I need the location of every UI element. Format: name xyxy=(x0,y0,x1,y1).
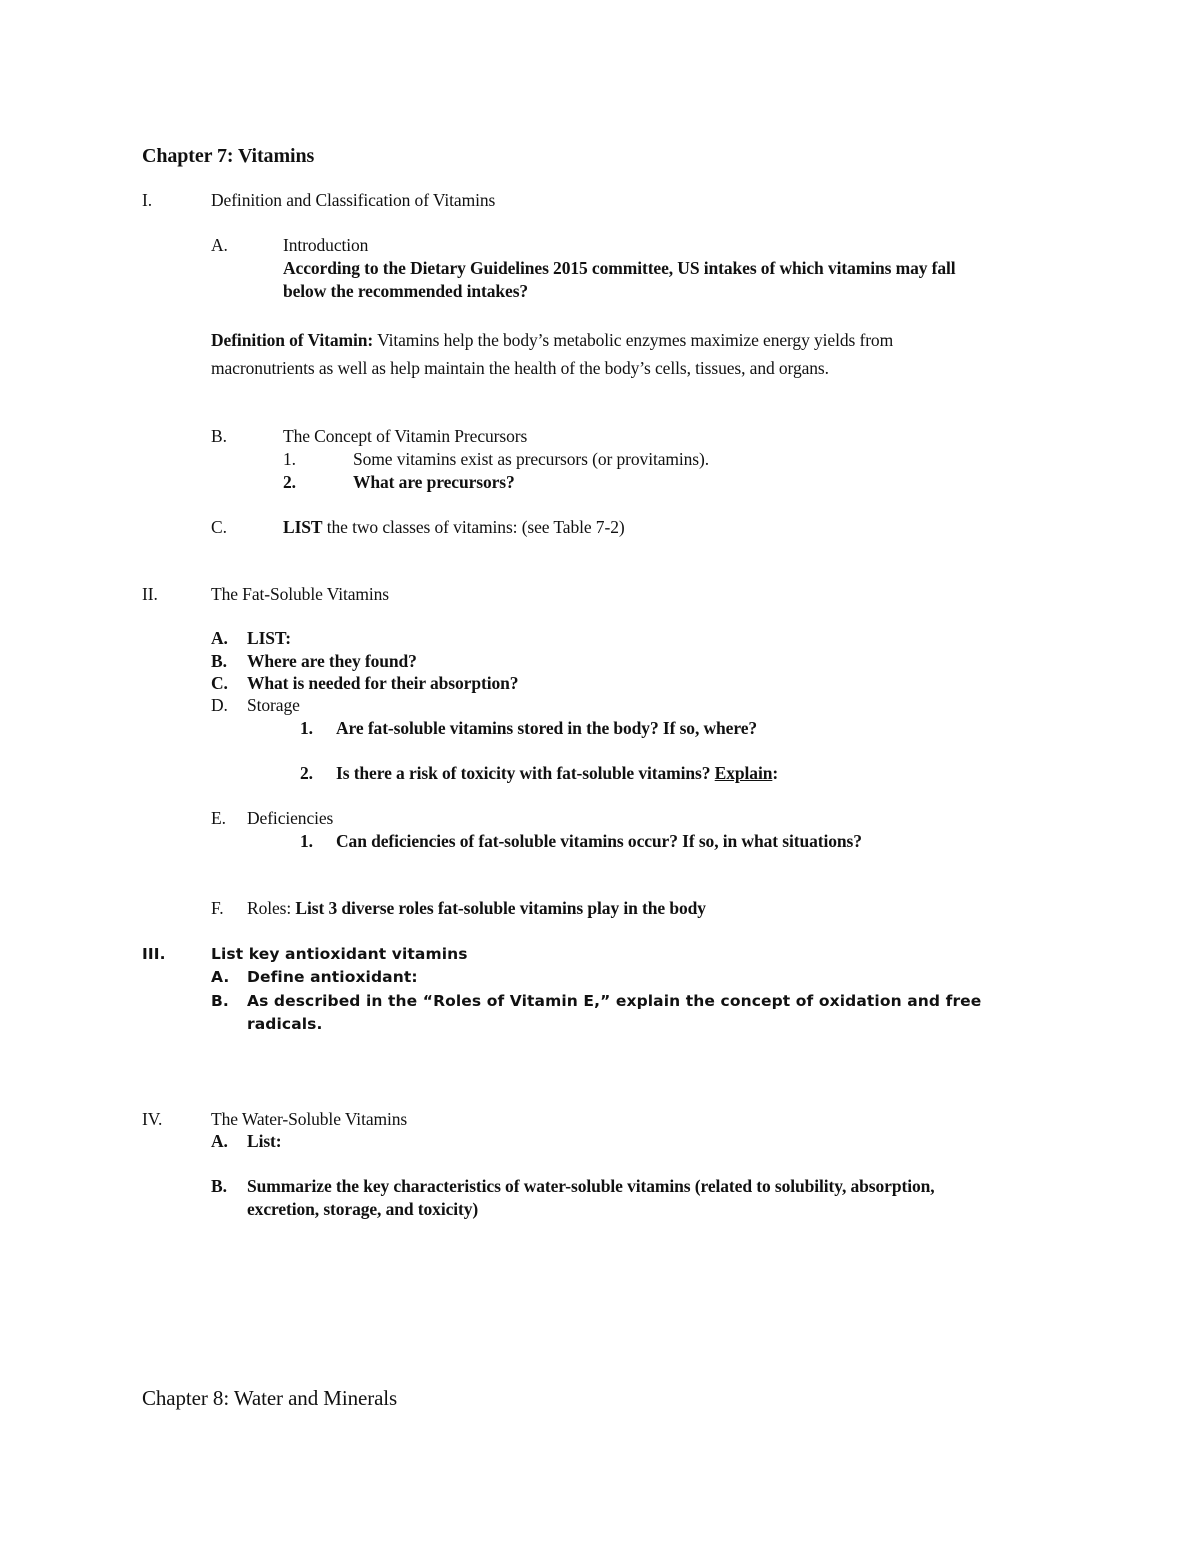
section-2-number: II. xyxy=(142,584,158,604)
section-2-a-text: LIST: xyxy=(247,628,291,648)
section-3-number: III. xyxy=(142,945,166,963)
section-2-e-label: E. xyxy=(211,808,226,828)
section-3-b-line2: radicals. xyxy=(247,1015,323,1033)
section-4-heading: The Water-Soluble Vitamins xyxy=(211,1109,408,1129)
section-2-f-line xyxy=(247,897,706,919)
section-2-c-label: C. xyxy=(211,673,228,693)
section-3-heading: List key antioxidant vitamins xyxy=(211,945,468,963)
section-4-b-label: B. xyxy=(211,1176,227,1196)
section-1-a-question-line1: According to the Dietary Guidelines 2015 committee, US intakes of which vitamins may fall xyxy=(283,258,956,278)
section-1-b-text: The Concept of Vitamin Precursors xyxy=(283,426,528,446)
section-2-d1-text: Are fat-soluble vitamins stored in the body? If so, where? xyxy=(336,718,758,738)
section-2-d2-num: 2. xyxy=(300,763,313,783)
section-2-heading: The Fat-Soluble Vitamins xyxy=(211,584,390,604)
definition-line2: macronutrients as well as help maintain the health of the body’s cells, tissues, and organs. xyxy=(211,358,829,378)
section-1-c-label: C. xyxy=(211,517,227,537)
definition-label: Definition of Vitamin: xyxy=(211,330,374,350)
section-4-a-text: List: xyxy=(247,1131,282,1151)
section-3-b-label: B. xyxy=(211,992,229,1010)
section-4-number: IV. xyxy=(142,1109,163,1129)
section-2-d2-line xyxy=(336,762,778,784)
section-1-a-label: A. xyxy=(211,235,228,255)
section-2-d2-text: Is there a risk of toxicity with fat-soluble vitamins? xyxy=(336,763,715,783)
next-chapter-title: Chapter 8: Water and Minerals xyxy=(142,1386,398,1410)
section-2-f-bold: List 3 diverse roles fat-soluble vitamins play in the body xyxy=(295,898,706,918)
section-2-d2-explain: Explain xyxy=(714,763,773,783)
section-2-d-label: D. xyxy=(211,695,228,715)
section-3-b-line1: As described in the “Roles of Vitamin E,” explain the concept of oxidation and free xyxy=(247,992,982,1010)
section-1-b-item2-num: 2. xyxy=(283,472,296,492)
section-4-a-label: A. xyxy=(211,1131,228,1151)
section-1-c-bold: LIST xyxy=(283,517,323,537)
section-1-number: I. xyxy=(142,190,153,210)
section-2-f-label: F. xyxy=(211,898,224,918)
section-2-e1-num: 1. xyxy=(300,831,313,851)
section-4-b-line1: Summarize the key characteristics of water-soluble vitamins (related to solubility, absorption, xyxy=(247,1176,935,1196)
section-1-b-item1-num: 1. xyxy=(283,449,296,469)
section-2-d-text: Storage xyxy=(247,695,300,715)
section-2-d1-num: 1. xyxy=(300,718,313,738)
section-1-heading: Definition and Classification of Vitamins xyxy=(211,190,496,210)
section-3-a-text: Define antioxidant: xyxy=(247,968,418,986)
section-1-a-text: Introduction xyxy=(283,235,369,255)
section-4-b-line2: excretion, storage, and toxicity) xyxy=(247,1199,479,1219)
section-1-b-item1-text: Some vitamins exist as precursors (or provitamins). xyxy=(353,449,710,469)
section-1-c-text: the two classes of vitamins: (see Table 7-2) xyxy=(322,517,625,537)
section-3-a-label: A. xyxy=(211,968,230,986)
section-2-f-text: Roles: xyxy=(247,898,296,918)
section-2-e1-text: Can deficiencies of fat-soluble vitamins occur? If so, in what situations? xyxy=(336,831,862,851)
section-1-a-question-line2: below the recommended intakes? xyxy=(283,281,529,301)
section-1-b-label: B. xyxy=(211,426,227,446)
section-2-b-label: B. xyxy=(211,651,227,671)
section-2-a-label: A. xyxy=(211,628,228,648)
section-1-b-item2-text: What are precursors? xyxy=(353,472,515,492)
section-2-e-text: Deficiencies xyxy=(247,808,334,828)
page-title: Chapter 7: Vitamins xyxy=(142,145,315,167)
definition-line1 xyxy=(211,329,893,351)
definition-text-1: Vitamins help the body’s metabolic enzymes maximize energy yields from xyxy=(377,330,894,350)
section-2-d2-colon: : xyxy=(772,763,779,783)
section-2-b-text: Where are they found? xyxy=(247,651,417,671)
section-1-c-line xyxy=(283,516,625,538)
section-2-c-text: What is needed for their absorption? xyxy=(247,673,519,693)
